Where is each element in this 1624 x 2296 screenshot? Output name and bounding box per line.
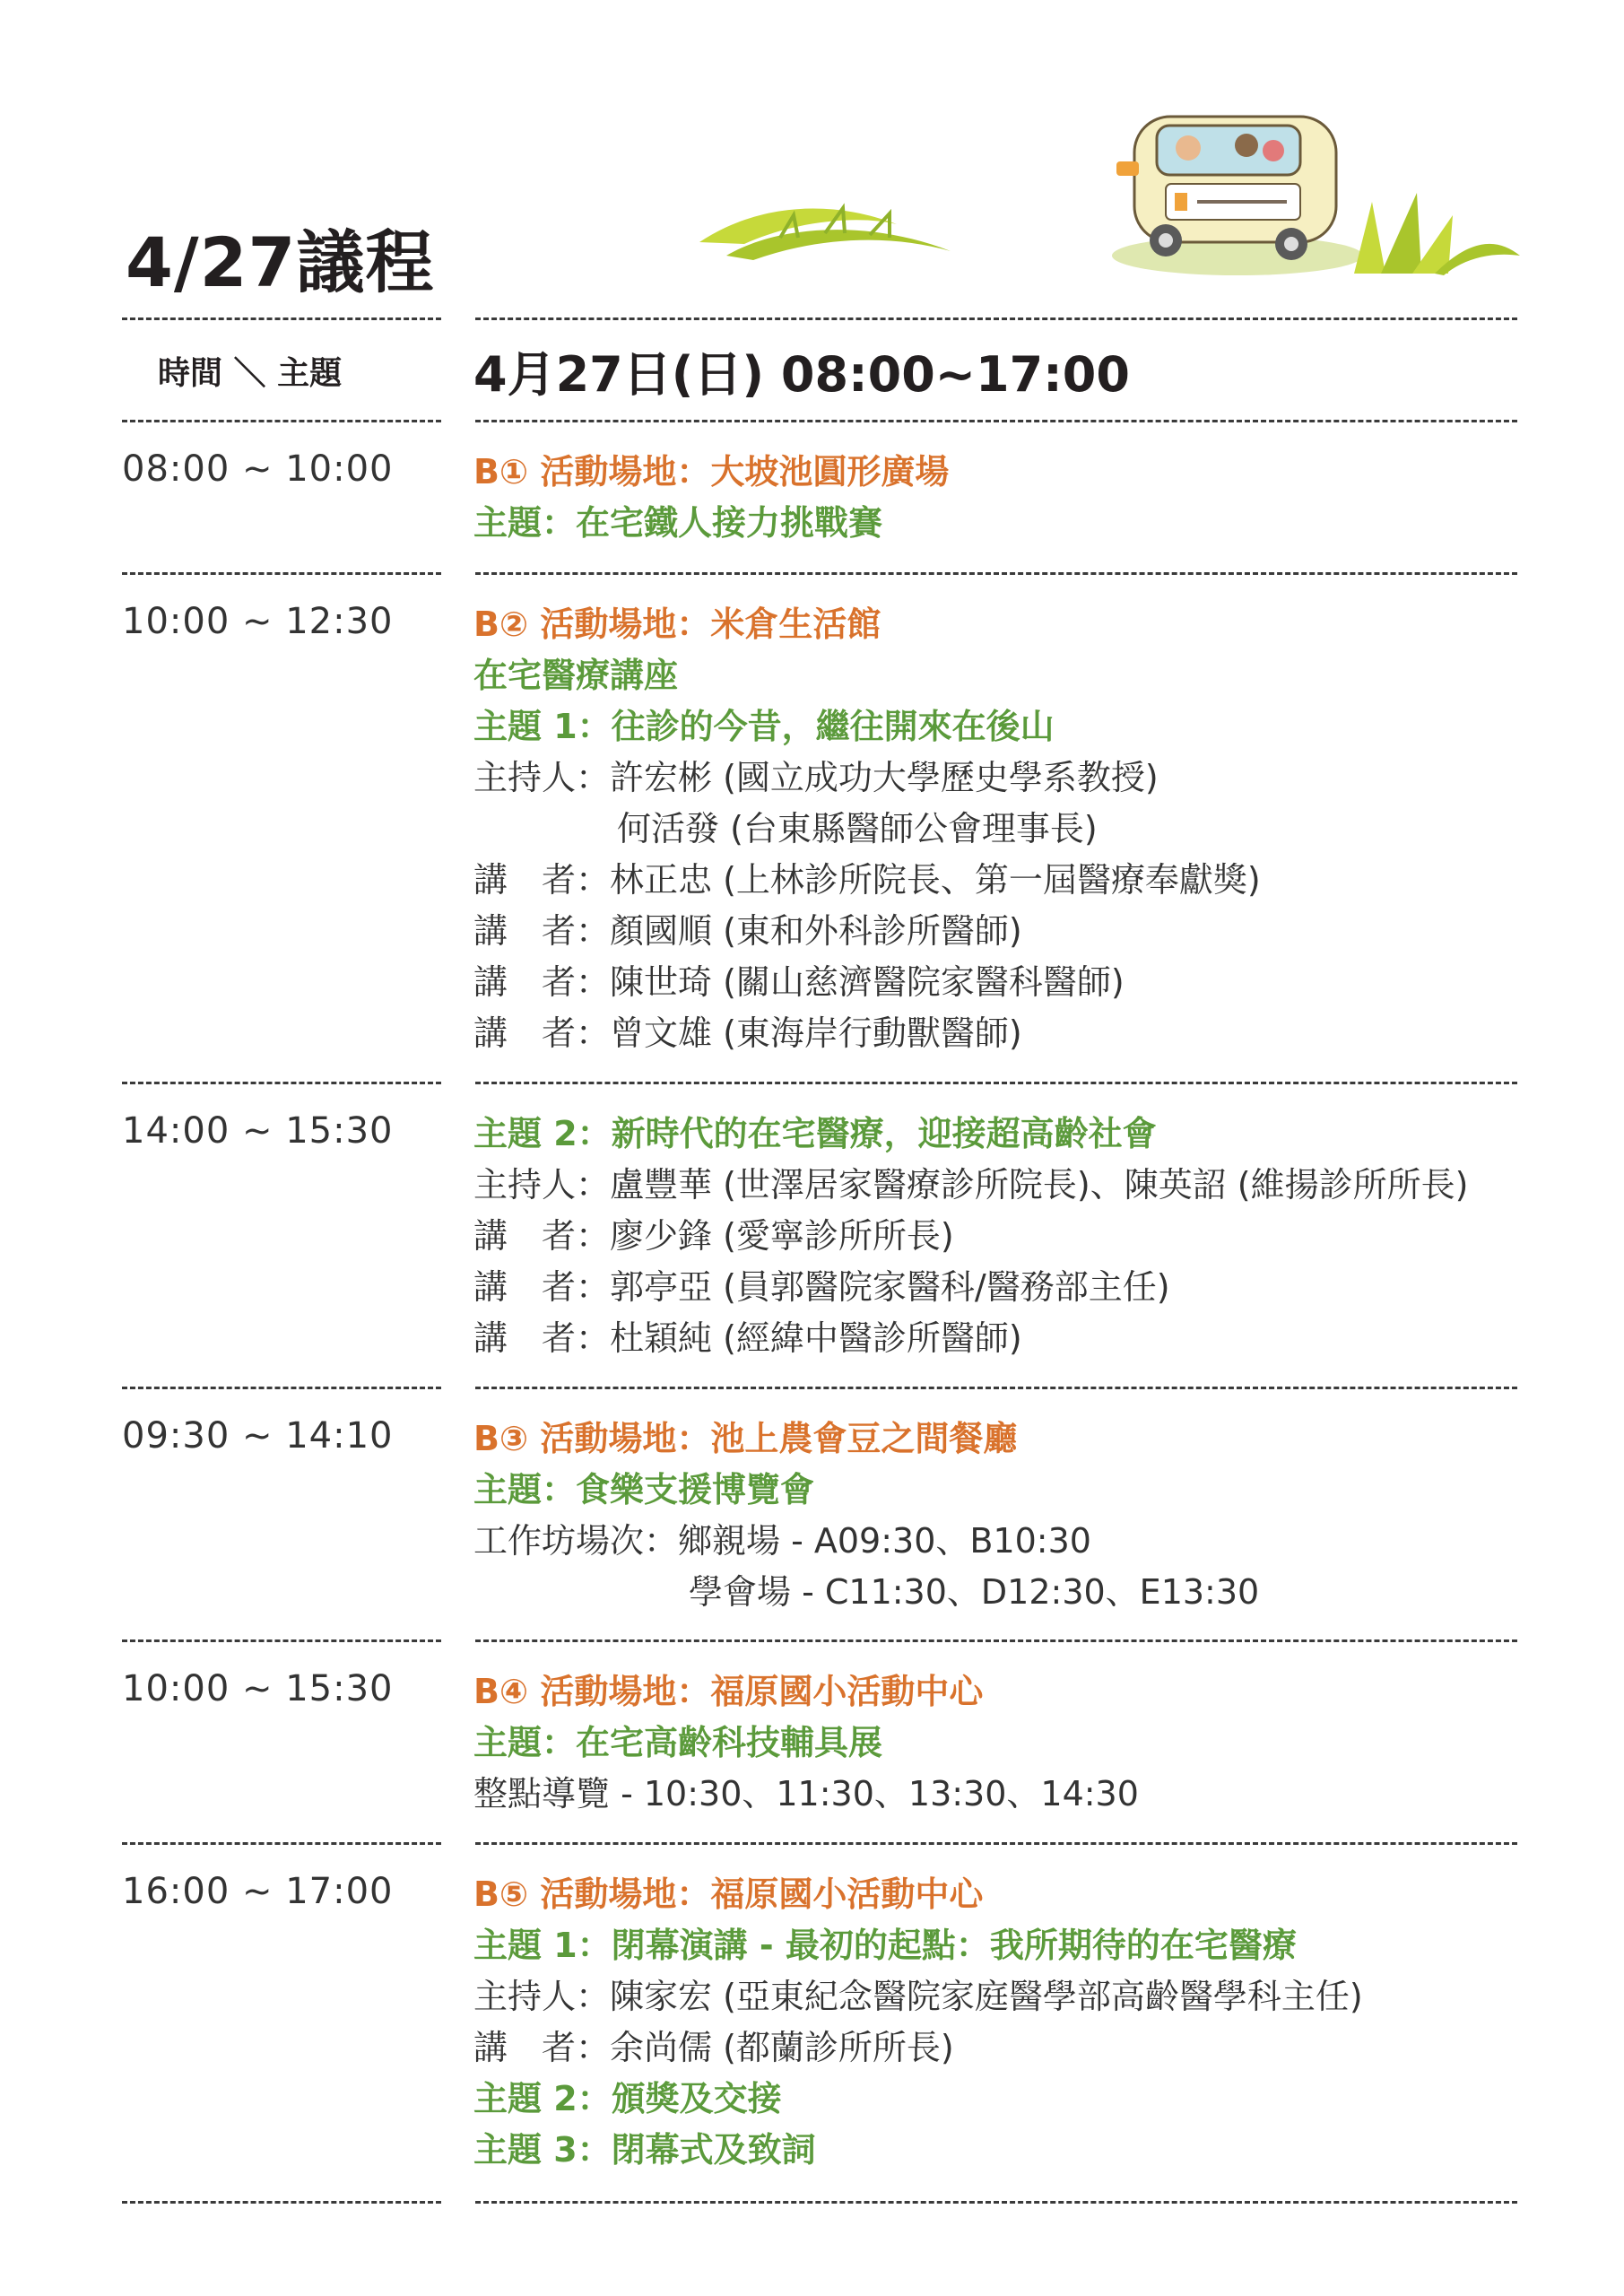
column-header-date: 4月27日(日) 08:00~17:00 xyxy=(473,346,1130,403)
divider xyxy=(475,317,1517,320)
speaker-line: 講 者：杜穎純 (經緯中醫診所醫師) xyxy=(473,1318,1022,1358)
workshop-line: 工作坊場次：鄉親場 - A09:30、B10:30 xyxy=(473,1521,1091,1561)
session-time: 16:00 ~ 17:00 xyxy=(122,1871,394,1912)
venue-line: B⑤ 活動場地：福原國小活動中心 xyxy=(473,1874,984,1914)
grass-right-illustration xyxy=(1345,184,1524,283)
session-content xyxy=(473,1869,1523,2176)
speaker-line: 講 者：余尚儒 (都蘭診所所長) xyxy=(473,2028,954,2067)
divider xyxy=(475,2201,1517,2204)
topic-line: 主題：在宅高齡科技輔具展 xyxy=(473,1723,883,1762)
session-time: 08:00 ~ 10:00 xyxy=(122,448,394,490)
divider xyxy=(122,1639,441,1642)
divider xyxy=(475,420,1517,422)
session-content xyxy=(473,1666,1523,1820)
venue-line: B② 活動場地：米倉生活館 xyxy=(473,604,881,644)
divider xyxy=(122,572,441,575)
grass-left-illustration xyxy=(690,188,960,269)
column-header-time-topic: 時間 ＼ 主題 xyxy=(158,355,343,392)
topic-line: 主題：在宅鐵人接力挑戰賽 xyxy=(473,503,883,543)
divider xyxy=(122,1082,441,1084)
divider xyxy=(122,2201,441,2204)
divider xyxy=(475,1082,1517,1084)
topic-line: 主題 1：閉幕演講 - 最初的起點：我所期待的在宅醫療 xyxy=(473,1926,1297,1965)
venue-line: B① 活動場地：大坡池圓形廣場 xyxy=(473,452,950,491)
home-care-van-illustration xyxy=(1103,90,1363,278)
session-time: 09:30 ~ 14:10 xyxy=(122,1415,394,1457)
speaker-line: 講 者：郭亭亞 (員郭醫院家醫科/醫務部主任) xyxy=(473,1267,1170,1307)
speaker-line: 講 者：廖少鋒 (愛寧診所所長) xyxy=(473,1216,954,1256)
divider xyxy=(475,1387,1517,1389)
topic-line: 主題：食樂支援博覽會 xyxy=(473,1470,815,1509)
session-time: 10:00 ~ 15:30 xyxy=(122,1668,394,1709)
speaker-line: 講 者：顏國順 (東和外科診所醫師) xyxy=(473,911,1022,951)
divider xyxy=(122,1387,441,1389)
venue-line: B④ 活動場地：福原國小活動中心 xyxy=(473,1672,984,1711)
host-line: 主持人：陳家宏 (亞東紀念醫院家庭醫學部高齡醫學科主任) xyxy=(473,1977,1363,2016)
session-content xyxy=(473,1109,1523,1364)
host-line: 主持人：許宏彬 (國立成功大學歷史學系教授) xyxy=(473,758,1159,797)
host-line: 主持人：盧豐華 (世澤居家醫療診所院長)、陳英詔 (維揚診所所長) xyxy=(473,1165,1469,1205)
divider xyxy=(122,317,441,320)
topic-line: 主題 3：閉幕式及致詞 xyxy=(473,2130,816,2170)
divider xyxy=(475,572,1517,575)
venue-line: B③ 活動場地：池上農會豆之間餐廳 xyxy=(473,1419,1018,1458)
host-line: 何活發 (台東縣醫師公會理事長) xyxy=(617,809,1098,848)
session-content xyxy=(473,447,1523,549)
tour-line: 整點導覽 - 10:30、11:30、13:30、14:30 xyxy=(473,1774,1139,1813)
speaker-line: 講 者：林正忠 (上林診所院長、第一屆醫療奉獻獎) xyxy=(473,860,1261,900)
topic-line: 主題 1：往診的今昔，繼往開來在後山 xyxy=(473,707,1055,746)
divider xyxy=(122,1842,441,1845)
session-content xyxy=(473,1413,1523,1618)
topic-line: 在宅醫療講座 xyxy=(473,656,679,695)
divider xyxy=(122,420,441,422)
page-title: 4/27議程 xyxy=(126,222,435,302)
session-content xyxy=(473,599,1523,1059)
session-time: 14:00 ~ 15:30 xyxy=(122,1110,394,1152)
topic-line: 主題 2：新時代的在宅醫療，迎接超高齡社會 xyxy=(473,1114,1157,1153)
session-time: 10:00 ~ 12:30 xyxy=(122,601,394,642)
workshop-line: 學會場 - C11:30、D12:30、E13:30 xyxy=(689,1572,1260,1612)
speaker-line: 講 者：陳世琦 (關山慈濟醫院家醫科醫師) xyxy=(473,962,1125,1002)
topic-line: 主題 2：頒獎及交接 xyxy=(473,2079,782,2118)
speaker-line: 講 者：曾文雄 (東海岸行動獸醫師) xyxy=(473,1013,1022,1053)
divider xyxy=(475,1842,1517,1845)
divider xyxy=(475,1639,1517,1642)
